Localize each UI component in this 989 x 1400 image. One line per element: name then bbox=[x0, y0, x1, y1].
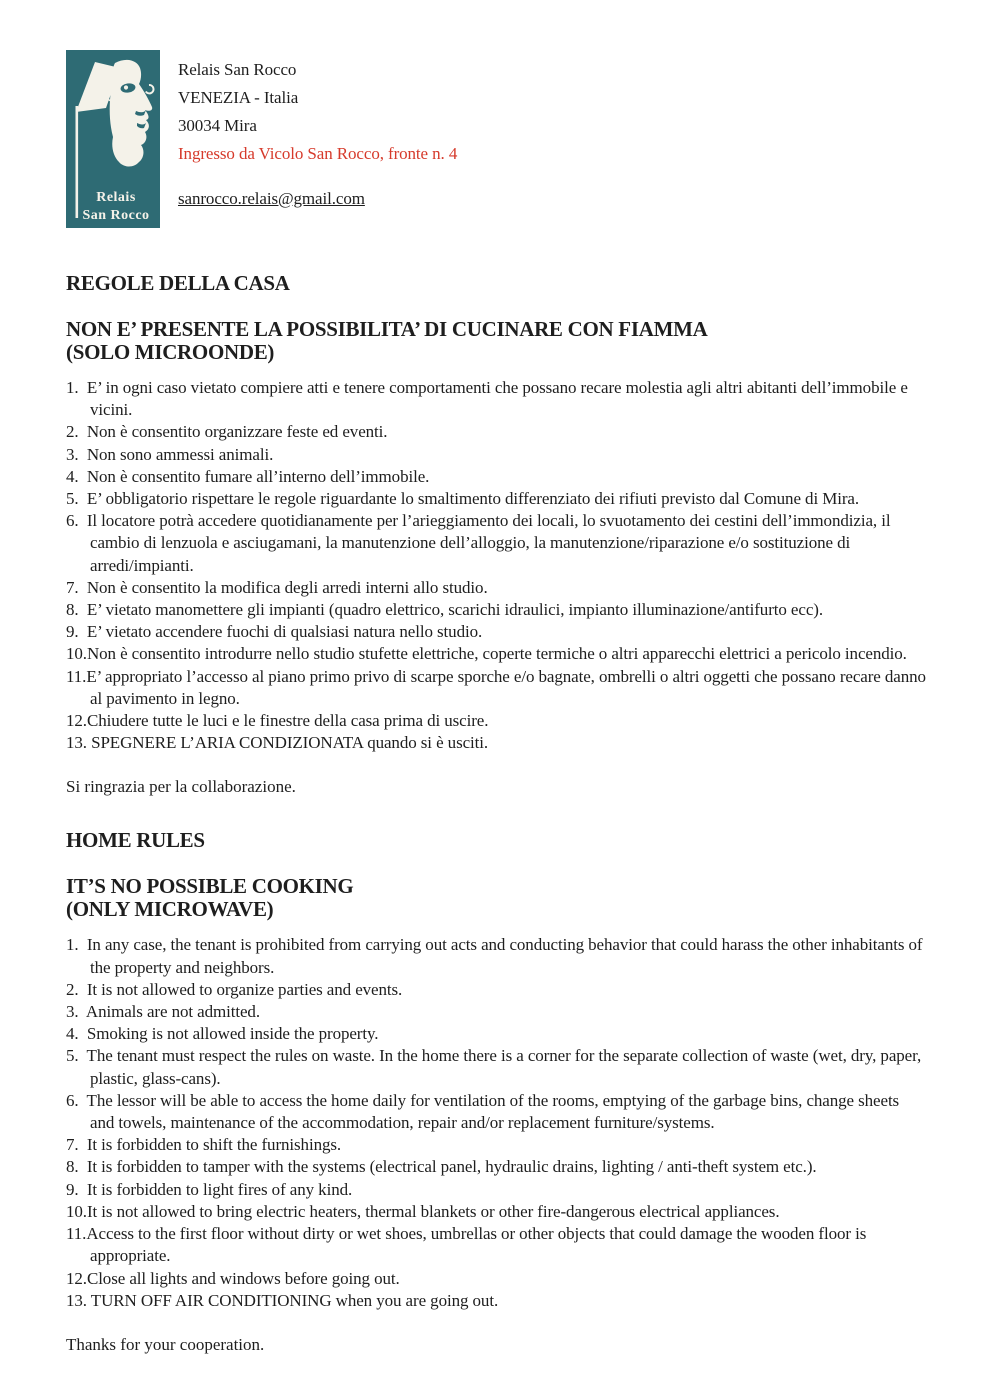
english-closing: Thanks for your cooperation. bbox=[66, 1334, 265, 1354]
rule-item: 11.Access to the first floor without dirty or wet shoes, umbrellas or other objects that could damage the wooden floor is appropriate. bbox=[66, 1224, 871, 1266]
logo-wordmark-line2: San Rocco bbox=[82, 208, 150, 223]
rule-item: 2. It is not allowed to organize parties and events. bbox=[66, 979, 403, 999]
rule-item: 1. E’ in ogni caso vietato compiere atti e tenere comportamenti che possano recare molestia agli altri abitanti dell’immobile e vicini. bbox=[66, 378, 912, 420]
rule-item: 10.It is not allowed to bring electric heaters, thermal blankets or other fire-dangerous electrical appliances. bbox=[66, 1201, 780, 1221]
eye-pupil bbox=[124, 85, 128, 89]
hotel-postal-code: 30034 Mira bbox=[178, 116, 257, 135]
rule-item: 12.Chiudere tutte le luci e le finestre della casa prima di uscire. bbox=[66, 711, 489, 731]
hotel-city: VENEZIA - Italia bbox=[178, 88, 299, 107]
italian-closing: Si ringrazia per la collaborazione. bbox=[66, 777, 296, 797]
rule-item: 4. Smoking is not allowed inside the property. bbox=[66, 1024, 379, 1044]
rule-item: 12.Close all lights and windows before going out. bbox=[66, 1268, 400, 1288]
rule-item: 4. Non è consentito fumare all’interno dell’immobile. bbox=[66, 466, 430, 486]
italian-rules-list bbox=[66, 377, 931, 754]
hotel-name: Relais San Rocco bbox=[178, 60, 297, 79]
relais-san-rocco-logo bbox=[66, 50, 160, 228]
rule-item: 10.Non è consentito introdurre nello studio stufette elettriche, coperte termiche o altri apparecchi elettrici a pericolo incendio. bbox=[66, 644, 907, 664]
rule-item: 3. Animals are not admitted. bbox=[66, 1002, 260, 1022]
english-subtitle-line2: (ONLY MICROWAVE) bbox=[66, 897, 274, 922]
rule-item: 6. The lessor will be able to access the home daily for ventilation of the rooms, emptying of the garbage bins, change sheets and towels, maintenance of the accommodation, repair and/or replacement furniture/systems. bbox=[66, 1090, 904, 1133]
italian-rules-section bbox=[66, 271, 931, 798]
rule-item: 1. In any case, the tenant is prohibited from carrying out acts and conducting behavior that could harass the other inhabitants of the property and neighbors. bbox=[66, 935, 927, 977]
rule-item: 13. TURN OFF AIR CONDITIONING when you are going out. bbox=[66, 1290, 499, 1310]
rule-item: 7. It is forbidden to shift the furnishings. bbox=[66, 1135, 342, 1155]
rule-item: 2. Non è consentito organizzare feste ed eventi. bbox=[66, 422, 388, 442]
english-subtitle-line1: IT’S NO POSSIBLE COOKING bbox=[66, 874, 354, 899]
english-rules-section bbox=[66, 829, 927, 1355]
rule-item: 5. E’ obbligatorio rispettare le regole riguardante lo smaltimento differenziato dei rifiuti previsto dal Comune di Mira. bbox=[66, 489, 860, 509]
logo-graphic bbox=[66, 50, 160, 228]
english-section-subtitle bbox=[66, 875, 927, 921]
english-rules-list bbox=[66, 934, 927, 1311]
rule-item: 8. E’ vietato manomettere gli impianti (quadro elettrico, scarichi idraulici, impianto illuminazione/antifurto ecc). bbox=[66, 600, 823, 620]
contact-block bbox=[178, 50, 457, 218]
rule-item: 9. It is forbidden to light fires of any kind. bbox=[66, 1179, 353, 1199]
letterhead bbox=[66, 50, 927, 228]
logo-wordmark-line1: Relais bbox=[96, 190, 136, 205]
rule-item: 3. Non sono ammessi animali. bbox=[66, 444, 274, 464]
italian-subtitle-line1: NON E’ PRESENTE LA POSSIBILITA’ DI CUCINARE CON FIAMMA bbox=[66, 317, 708, 341]
flag-pole bbox=[76, 106, 79, 218]
italian-section-subtitle bbox=[66, 318, 927, 364]
rule-item: 7. Non è consentito la modifica degli arredi interni allo studio. bbox=[66, 577, 488, 597]
rule-item: 5. The tenant must respect the rules on waste. In the home there is a corner for the separate collection of waste (wet, dry, paper, plastic, glass-cans). bbox=[66, 1046, 926, 1088]
english-section-title: HOME RULES bbox=[66, 828, 205, 853]
rule-item: 6. Il locatore potrà accedere quotidianamente per l’arieggiamento dei locali, lo svuotamento dei cestini dell’immondizia, il cambio di lenzuola e asciugamani, la manutenzione dell’alloggio, la manutenzione/riparazione e/o sostituzione di arredi/impianti. bbox=[66, 511, 895, 575]
italian-subtitle-line2: (SOLO MICROONDE) bbox=[66, 340, 275, 364]
email-link[interactable]: sanrocco.relais@gmail.com bbox=[178, 189, 365, 208]
rule-item: 8. It is forbidden to tamper with the systems (electrical panel, hydraulic drains, lighting / anti-theft system etc.). bbox=[66, 1157, 817, 1177]
rule-item: 13. SPEGNERE L’ARIA CONDIZIONATA quando si è usciti. bbox=[66, 733, 489, 753]
entrance-note: Ingresso da Vicolo San Rocco, fronte n. 4 bbox=[178, 144, 458, 163]
rule-item: 11.E’ appropriato l’accesso al piano primo privo di scarpe sporche e/o bagnate, ombrelli o altri oggetti che possano recare danno al pavimento in legno. bbox=[66, 666, 931, 708]
italian-section-title: REGOLE DELLA CASA bbox=[66, 271, 290, 295]
rule-item: 9. E’ vietato accendere fuochi di qualsiasi natura nello studio. bbox=[66, 622, 483, 642]
